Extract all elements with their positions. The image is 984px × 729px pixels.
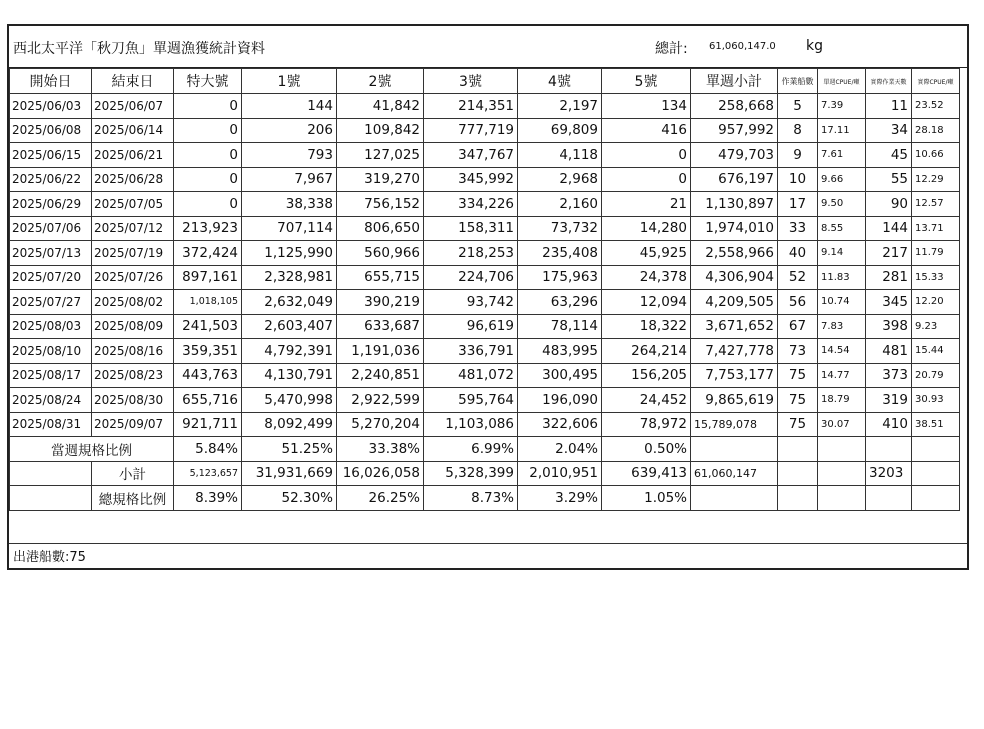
- cell-actual-cpue: 15.33: [912, 265, 960, 290]
- cell-week-cpue: 7.83: [818, 314, 866, 339]
- cell-vessel-count: 33: [778, 216, 818, 241]
- cell-week-subtotal: 9,865,619: [691, 388, 778, 413]
- cell-vessel-count: 40: [778, 241, 818, 266]
- header-end-date: 結束日: [92, 69, 174, 94]
- cell-start-date: 2025/06/08: [10, 118, 92, 143]
- subtotal-cell: 31,931,669: [242, 461, 337, 486]
- table-row: [10, 388, 960, 413]
- cell-actual-days: 45: [866, 143, 912, 168]
- header-start-date: 開始日: [10, 69, 92, 94]
- cell-week-cpue: 7.61: [818, 143, 866, 168]
- cell-week-cpue: 9.66: [818, 167, 866, 192]
- week-ratio-cell: 5.84%: [174, 437, 242, 462]
- header-week-subtotal: 單週小計: [691, 69, 778, 94]
- cell-size-3: 224,706: [424, 265, 518, 290]
- cell-extra-large: 443,763: [174, 363, 242, 388]
- cell-size-2: 319,270: [337, 167, 424, 192]
- cell-size-4: 73,732: [518, 216, 602, 241]
- cell-size-5: 0: [602, 167, 691, 192]
- cell-actual-cpue: 12.20: [912, 290, 960, 315]
- cell-week-cpue: 14.54: [818, 339, 866, 364]
- subtotal-row: [10, 461, 960, 486]
- cell-size-5: 14,280: [602, 216, 691, 241]
- cell-size-3: 93,742: [424, 290, 518, 315]
- cell-vessel-count: 8: [778, 118, 818, 143]
- cell-actual-days: 144: [866, 216, 912, 241]
- cell-week-subtotal: 957,992: [691, 118, 778, 143]
- cell-size-3: 334,226: [424, 192, 518, 217]
- total-label: 總計:: [655, 41, 688, 57]
- cell-actual-days: 481: [866, 339, 912, 364]
- cell-size-5: 24,378: [602, 265, 691, 290]
- footer-divider: [9, 543, 967, 544]
- table-row: [10, 167, 960, 192]
- empty-cell: [691, 437, 778, 462]
- cell-size-5: 12,094: [602, 290, 691, 315]
- cell-actual-cpue: 38.51: [912, 412, 960, 437]
- cell-vessel-count: 75: [778, 388, 818, 413]
- subtotal-cell: 5,123,657: [174, 461, 242, 486]
- cell-size-2: 1,191,036: [337, 339, 424, 364]
- cell-extra-large: 0: [174, 143, 242, 168]
- cell-end-date: 2025/08/02: [92, 290, 174, 315]
- total-ratio-cell: 1.05%: [602, 486, 691, 511]
- empty-cell: [818, 461, 866, 486]
- header-extra-large: 特大號: [174, 69, 242, 94]
- cell-end-date: 2025/06/28: [92, 167, 174, 192]
- cell-actual-days: 34: [866, 118, 912, 143]
- cell-actual-days: 410: [866, 412, 912, 437]
- cell-extra-large: 359,351: [174, 339, 242, 364]
- cell-size-5: 45,925: [602, 241, 691, 266]
- cell-actual-cpue: 10.66: [912, 143, 960, 168]
- total-ratio-row: [10, 486, 960, 511]
- header-size-3: 3號: [424, 69, 518, 94]
- empty-cell: [912, 486, 960, 511]
- cell-size-4: 2,197: [518, 94, 602, 119]
- cell-end-date: 2025/07/05: [92, 192, 174, 217]
- header-actual-cpue: 實際CPUE/噸: [912, 69, 960, 94]
- table-row: [10, 290, 960, 315]
- empty-cell: [912, 437, 960, 462]
- subtotal-days-total: 3203: [866, 461, 912, 486]
- cell-end-date: 2025/07/19: [92, 241, 174, 266]
- cell-size-4: 235,408: [518, 241, 602, 266]
- cell-actual-days: 11: [866, 94, 912, 119]
- header-week-cpue: 單週CPUE/噸: [818, 69, 866, 94]
- cell-size-2: 390,219: [337, 290, 424, 315]
- cell-size-5: 264,214: [602, 339, 691, 364]
- cell-size-5: 156,205: [602, 363, 691, 388]
- cell-size-3: 218,253: [424, 241, 518, 266]
- empty-cell: [778, 461, 818, 486]
- cell-size-5: 78,972: [602, 412, 691, 437]
- week-ratio-cell: 33.38%: [337, 437, 424, 462]
- cell-week-subtotal: 479,703: [691, 143, 778, 168]
- week-ratio-cell: 51.25%: [242, 437, 337, 462]
- table-row: [10, 363, 960, 388]
- table-body: [10, 94, 960, 437]
- cell-extra-large: 0: [174, 94, 242, 119]
- cell-week-subtotal: 2,558,966: [691, 241, 778, 266]
- header-row: [10, 69, 960, 94]
- cell-week-subtotal: 3,671,652: [691, 314, 778, 339]
- cell-week-cpue: 9.50: [818, 192, 866, 217]
- cell-week-subtotal: 4,306,904: [691, 265, 778, 290]
- cell-size-4: 78,114: [518, 314, 602, 339]
- cell-start-date: 2025/08/10: [10, 339, 92, 364]
- cell-end-date: 2025/08/23: [92, 363, 174, 388]
- cell-size-3: 481,072: [424, 363, 518, 388]
- cell-size-5: 416: [602, 118, 691, 143]
- cell-extra-large: 897,161: [174, 265, 242, 290]
- cell-week-subtotal: 4,209,505: [691, 290, 778, 315]
- cell-size-4: 196,090: [518, 388, 602, 413]
- cell-end-date: 2025/07/12: [92, 216, 174, 241]
- total-ratio-cell: 8.39%: [174, 486, 242, 511]
- cell-week-subtotal: 15,789,078: [691, 412, 778, 437]
- header-size-4: 4號: [518, 69, 602, 94]
- cell-actual-days: 90: [866, 192, 912, 217]
- cell-size-4: 2,160: [518, 192, 602, 217]
- cell-size-3: 158,311: [424, 216, 518, 241]
- week-ratio-label: 當週規格比例: [10, 437, 174, 462]
- cell-size-5: 134: [602, 94, 691, 119]
- header-size-2: 2號: [337, 69, 424, 94]
- total-ratio-cell: 8.73%: [424, 486, 518, 511]
- cell-end-date: 2025/09/07: [92, 412, 174, 437]
- cell-extra-large: 921,711: [174, 412, 242, 437]
- cell-extra-large: 213,923: [174, 216, 242, 241]
- cell-vessel-count: 9: [778, 143, 818, 168]
- cell-size-2: 2,922,599: [337, 388, 424, 413]
- cell-size-5: 18,322: [602, 314, 691, 339]
- cell-size-3: 345,992: [424, 167, 518, 192]
- empty-cell: [866, 486, 912, 511]
- cell-actual-days: 319: [866, 388, 912, 413]
- table-row: [10, 265, 960, 290]
- cell-week-subtotal: 7,427,778: [691, 339, 778, 364]
- cell-actual-days: 345: [866, 290, 912, 315]
- cell-size-4: 483,995: [518, 339, 602, 364]
- cell-actual-days: 281: [866, 265, 912, 290]
- departure-vessel-count: 出港船數:75: [13, 550, 86, 565]
- cell-start-date: 2025/06/29: [10, 192, 92, 217]
- cell-size-2: 756,152: [337, 192, 424, 217]
- cell-start-date: 2025/08/24: [10, 388, 92, 413]
- total-ratio-label: 總規格比例: [92, 486, 174, 511]
- cell-size-1: 206: [242, 118, 337, 143]
- cell-size-2: 5,270,204: [337, 412, 424, 437]
- header-size-5: 5號: [602, 69, 691, 94]
- cell-vessel-count: 10: [778, 167, 818, 192]
- cell-actual-days: 217: [866, 241, 912, 266]
- subtotal-cell: 16,026,058: [337, 461, 424, 486]
- cell-size-1: 793: [242, 143, 337, 168]
- cell-size-1: 2,632,049: [242, 290, 337, 315]
- cell-size-3: 214,351: [424, 94, 518, 119]
- cell-size-1: 8,092,499: [242, 412, 337, 437]
- cell-vessel-count: 75: [778, 363, 818, 388]
- table-row: [10, 192, 960, 217]
- empty-cell: [10, 486, 92, 511]
- cell-size-1: 4,792,391: [242, 339, 337, 364]
- cell-size-4: 2,968: [518, 167, 602, 192]
- cell-size-1: 5,470,998: [242, 388, 337, 413]
- table-row: [10, 412, 960, 437]
- cell-size-1: 2,603,407: [242, 314, 337, 339]
- cell-size-2: 655,715: [337, 265, 424, 290]
- cell-actual-cpue: 13.71: [912, 216, 960, 241]
- cell-vessel-count: 75: [778, 412, 818, 437]
- cell-actual-cpue: 23.52: [912, 94, 960, 119]
- cell-size-4: 63,296: [518, 290, 602, 315]
- catch-table: [9, 68, 960, 511]
- cell-start-date: 2025/06/03: [10, 94, 92, 119]
- cell-start-date: 2025/07/20: [10, 265, 92, 290]
- report-sheet: [7, 24, 969, 570]
- cell-actual-cpue: 12.29: [912, 167, 960, 192]
- cell-actual-cpue: 30.93: [912, 388, 960, 413]
- week-ratio-cell: 2.04%: [518, 437, 602, 462]
- table-row: [10, 339, 960, 364]
- cell-start-date: 2025/08/03: [10, 314, 92, 339]
- cell-start-date: 2025/07/27: [10, 290, 92, 315]
- cell-start-date: 2025/07/06: [10, 216, 92, 241]
- empty-cell: [778, 486, 818, 511]
- cell-week-subtotal: 7,753,177: [691, 363, 778, 388]
- cell-end-date: 2025/08/30: [92, 388, 174, 413]
- cell-vessel-count: 67: [778, 314, 818, 339]
- table-row: [10, 143, 960, 168]
- cell-size-1: 4,130,791: [242, 363, 337, 388]
- cell-extra-large: 241,503: [174, 314, 242, 339]
- title-bar: [9, 26, 967, 68]
- cell-vessel-count: 52: [778, 265, 818, 290]
- total-ratio-cell: 3.29%: [518, 486, 602, 511]
- cell-end-date: 2025/07/26: [92, 265, 174, 290]
- cell-end-date: 2025/06/07: [92, 94, 174, 119]
- week-ratio-cell: 0.50%: [602, 437, 691, 462]
- cell-end-date: 2025/08/09: [92, 314, 174, 339]
- table-row: [10, 94, 960, 119]
- cell-vessel-count: 5: [778, 94, 818, 119]
- cell-size-1: 2,328,981: [242, 265, 337, 290]
- cell-end-date: 2025/06/21: [92, 143, 174, 168]
- cell-size-5: 0: [602, 143, 691, 168]
- cell-week-cpue: 10.74: [818, 290, 866, 315]
- cell-actual-cpue: 15.44: [912, 339, 960, 364]
- cell-vessel-count: 73: [778, 339, 818, 364]
- header-actual-days: 實際作業天數: [866, 69, 912, 94]
- cell-week-cpue: 30.07: [818, 412, 866, 437]
- week-ratio-cell: 6.99%: [424, 437, 518, 462]
- empty-cell: [818, 437, 866, 462]
- cell-size-3: 1,103,086: [424, 412, 518, 437]
- cell-size-2: 41,842: [337, 94, 424, 119]
- cell-actual-days: 55: [866, 167, 912, 192]
- cell-size-4: 175,963: [518, 265, 602, 290]
- cell-week-subtotal: 676,197: [691, 167, 778, 192]
- cell-week-subtotal: 1,974,010: [691, 216, 778, 241]
- cell-week-cpue: 14.77: [818, 363, 866, 388]
- cell-start-date: 2025/08/17: [10, 363, 92, 388]
- cell-size-1: 144: [242, 94, 337, 119]
- subtotal-cell: 5,328,399: [424, 461, 518, 486]
- cell-size-3: 777,719: [424, 118, 518, 143]
- total-unit: kg: [806, 38, 823, 54]
- subtotal-week-total: 61,060,147: [691, 461, 778, 486]
- table-row: [10, 216, 960, 241]
- cell-end-date: 2025/08/16: [92, 339, 174, 364]
- table-row: [10, 118, 960, 143]
- cell-week-cpue: 8.55: [818, 216, 866, 241]
- cell-start-date: 2025/07/13: [10, 241, 92, 266]
- cell-size-4: 4,118: [518, 143, 602, 168]
- cell-size-5: 21: [602, 192, 691, 217]
- cell-actual-cpue: 12.57: [912, 192, 960, 217]
- cell-extra-large: 0: [174, 118, 242, 143]
- table-row: [10, 241, 960, 266]
- cell-size-1: 1,125,990: [242, 241, 337, 266]
- cell-actual-cpue: 20.79: [912, 363, 960, 388]
- header-vessel-count: 作業船數: [778, 69, 818, 94]
- empty-cell: [10, 461, 92, 486]
- cell-size-4: 300,495: [518, 363, 602, 388]
- cell-extra-large: 372,424: [174, 241, 242, 266]
- cell-week-cpue: 7.39: [818, 94, 866, 119]
- cell-size-4: 69,809: [518, 118, 602, 143]
- header-size-1: 1號: [242, 69, 337, 94]
- total-value: 61,060,147.0: [709, 41, 776, 52]
- subtotal-label: 小計: [92, 461, 174, 486]
- cell-vessel-count: 17: [778, 192, 818, 217]
- cell-actual-days: 373: [866, 363, 912, 388]
- cell-vessel-count: 56: [778, 290, 818, 315]
- cell-end-date: 2025/06/14: [92, 118, 174, 143]
- total-ratio-cell: 26.25%: [337, 486, 424, 511]
- cell-size-3: 347,767: [424, 143, 518, 168]
- cell-week-cpue: 17.11: [818, 118, 866, 143]
- cell-start-date: 2025/06/15: [10, 143, 92, 168]
- cell-actual-cpue: 9.23: [912, 314, 960, 339]
- cell-week-cpue: 11.83: [818, 265, 866, 290]
- cell-week-cpue: 18.79: [818, 388, 866, 413]
- cell-start-date: 2025/08/31: [10, 412, 92, 437]
- cell-size-1: 7,967: [242, 167, 337, 192]
- cell-size-2: 2,240,851: [337, 363, 424, 388]
- cell-week-cpue: 9.14: [818, 241, 866, 266]
- cell-week-subtotal: 258,668: [691, 94, 778, 119]
- cell-size-5: 24,452: [602, 388, 691, 413]
- week-ratio-row: [10, 437, 960, 462]
- cell-size-3: 336,791: [424, 339, 518, 364]
- cell-extra-large: 0: [174, 167, 242, 192]
- cell-size-3: 595,764: [424, 388, 518, 413]
- cell-size-2: 127,025: [337, 143, 424, 168]
- empty-cell: [778, 437, 818, 462]
- report-title: 西北太平洋「秋刀魚」單週漁獲統計資料: [13, 41, 265, 57]
- cell-extra-large: 655,716: [174, 388, 242, 413]
- cell-size-3: 96,619: [424, 314, 518, 339]
- cell-size-2: 806,650: [337, 216, 424, 241]
- cell-size-1: 38,338: [242, 192, 337, 217]
- cell-actual-days: 398: [866, 314, 912, 339]
- cell-size-2: 560,966: [337, 241, 424, 266]
- table-row: [10, 314, 960, 339]
- cell-start-date: 2025/06/22: [10, 167, 92, 192]
- cell-size-1: 707,114: [242, 216, 337, 241]
- cell-extra-large: 1,018,105: [174, 290, 242, 315]
- cell-extra-large: 0: [174, 192, 242, 217]
- cell-actual-cpue: 28.18: [912, 118, 960, 143]
- empty-cell: [866, 437, 912, 462]
- subtotal-cell: 2,010,951: [518, 461, 602, 486]
- total-ratio-cell: 52.30%: [242, 486, 337, 511]
- cell-week-subtotal: 1,130,897: [691, 192, 778, 217]
- cell-size-2: 109,842: [337, 118, 424, 143]
- subtotal-cell: 639,413: [602, 461, 691, 486]
- cell-size-2: 633,687: [337, 314, 424, 339]
- cell-size-4: 322,606: [518, 412, 602, 437]
- empty-cell: [691, 486, 778, 511]
- empty-cell: [818, 486, 866, 511]
- empty-cell: [912, 461, 960, 486]
- cell-actual-cpue: 11.79: [912, 241, 960, 266]
